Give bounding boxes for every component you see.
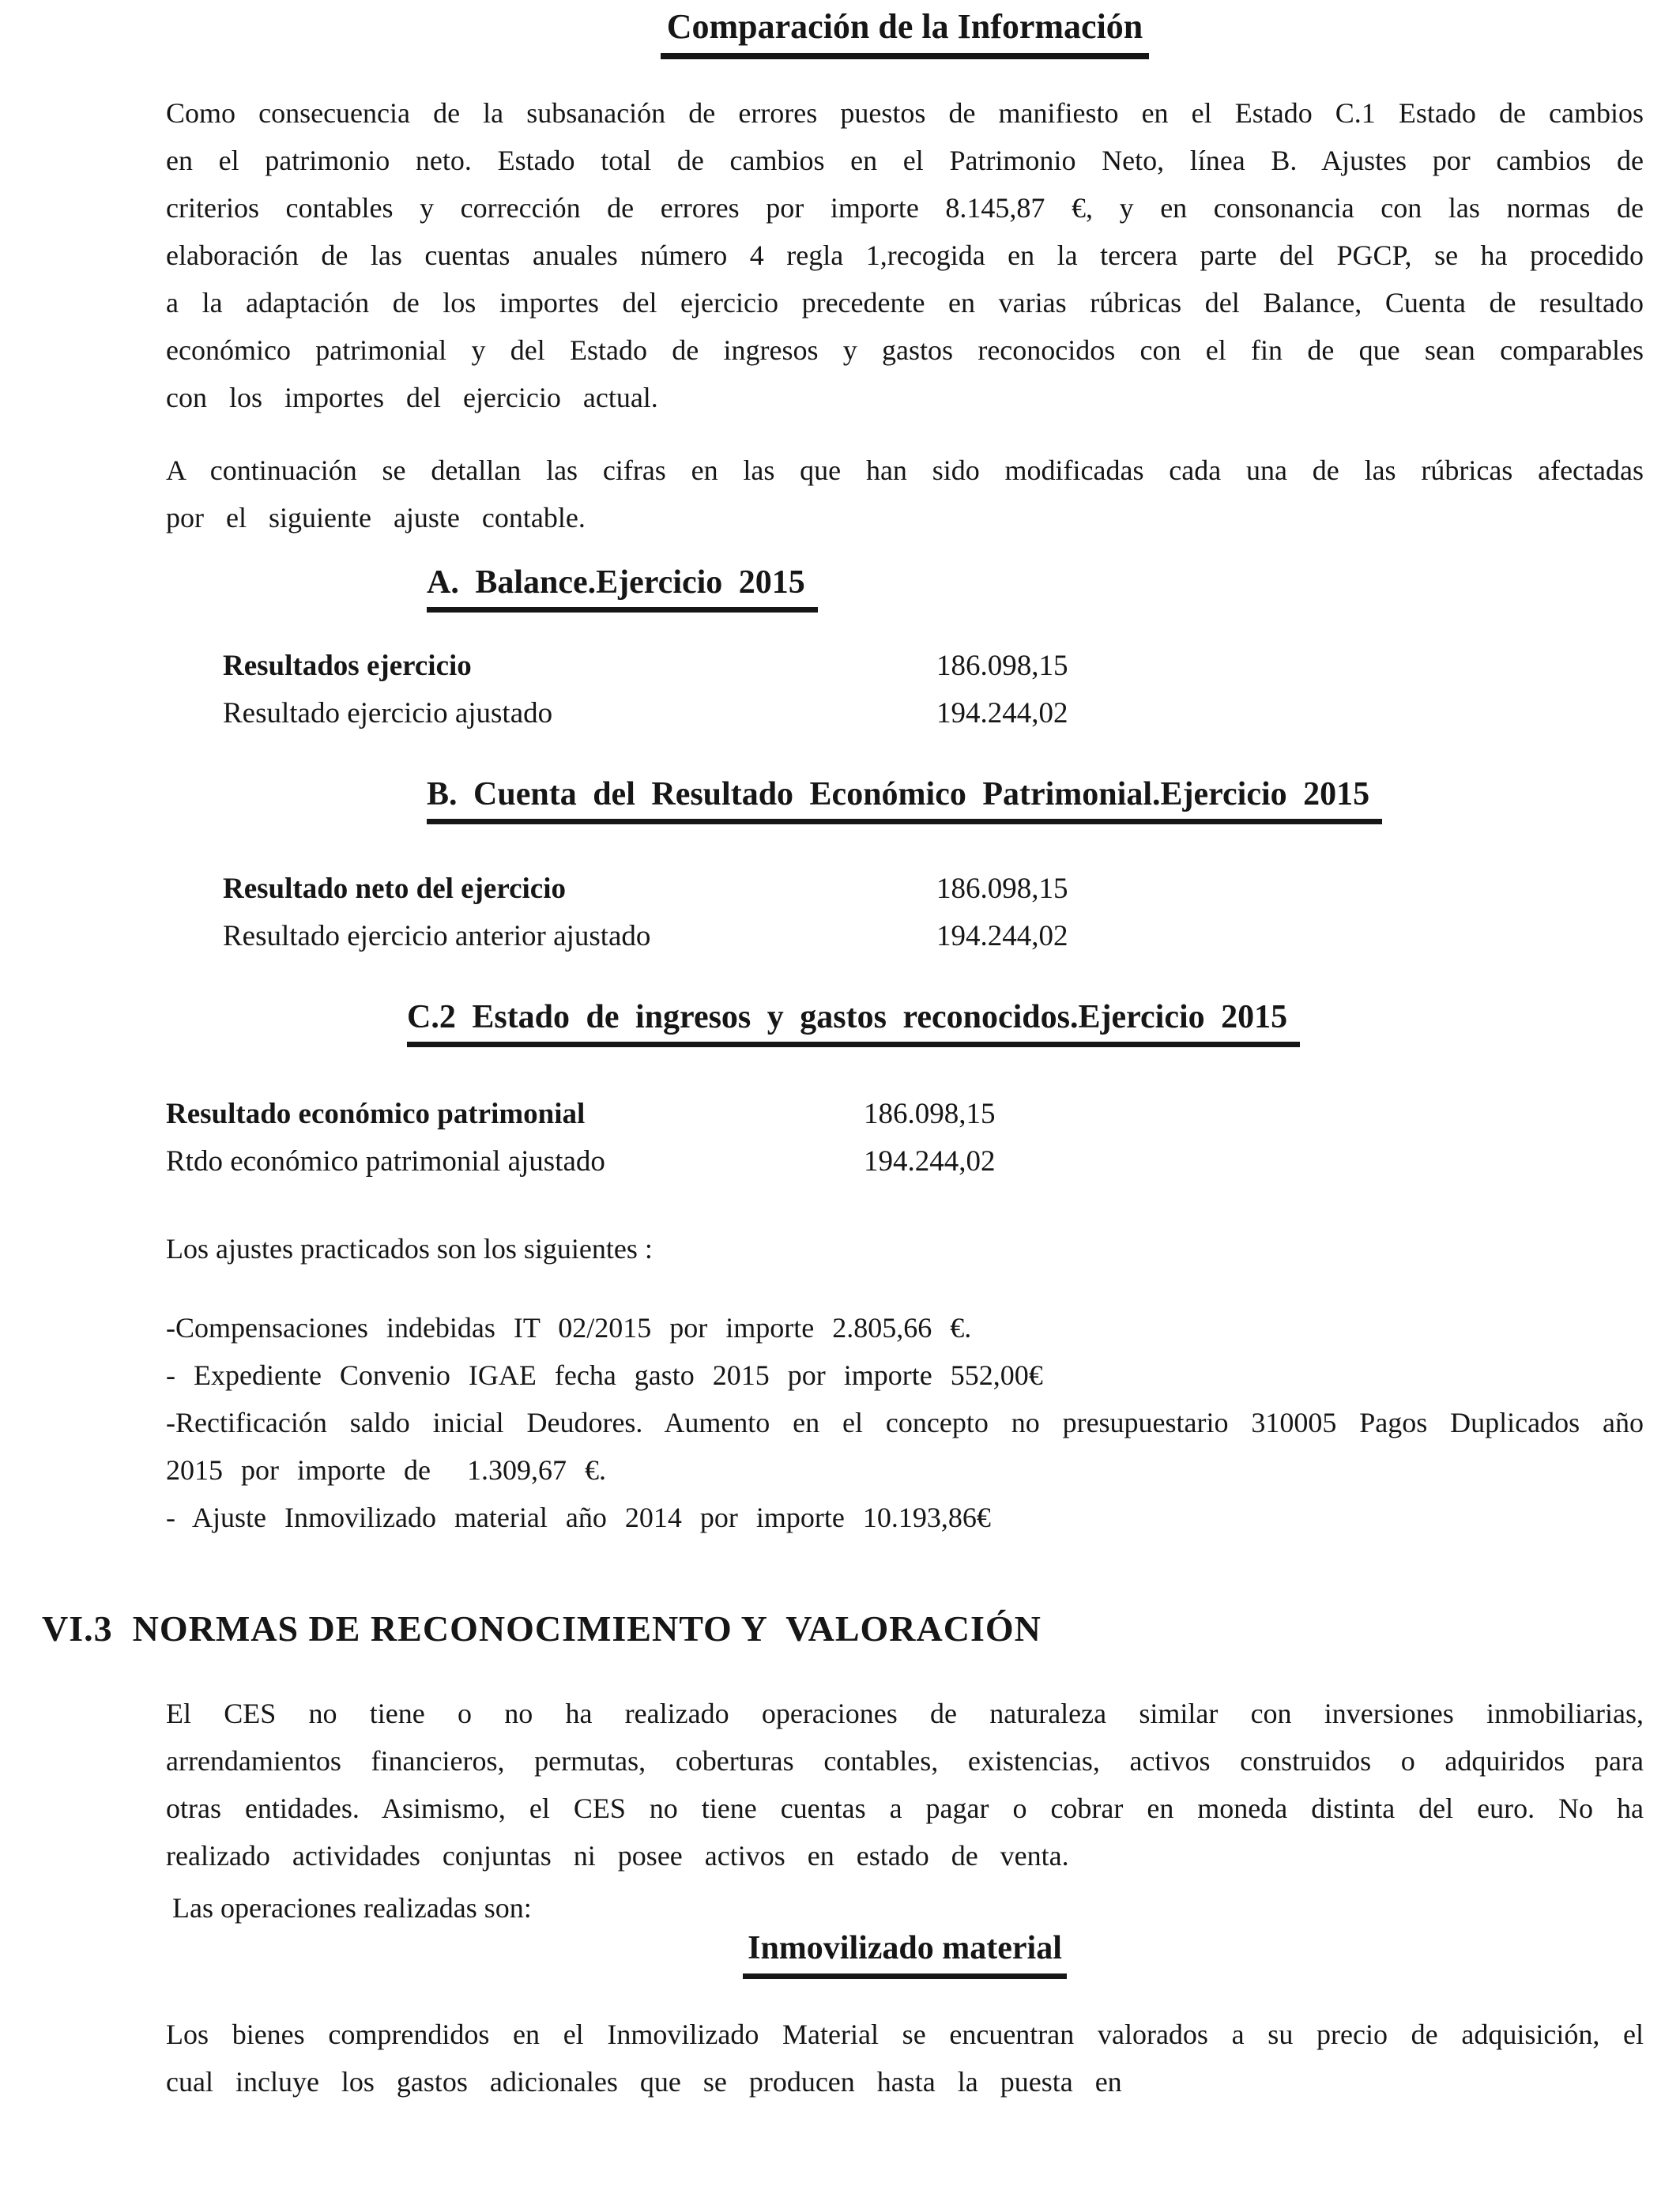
section-heading-ingresos-gastos-text: C.2 Estado de ingresos y gastos reconocidos.Ejercicio 2015 bbox=[407, 998, 1300, 1047]
normas-heading: VI.3 NORMAS DE RECONOCIMIENTO Y VALORACIÓN bbox=[42, 1608, 1042, 1649]
section-heading-cuenta-resultado bbox=[427, 775, 1644, 824]
section-heading-balance bbox=[427, 564, 1644, 613]
section-heading-balance-text: A. Balance.Ejercicio 2015 bbox=[427, 564, 818, 613]
section-cuenta-resultado bbox=[166, 775, 1644, 960]
list-item: - Ajuste Inmovilizado material año 2014 por importe 10.193,86€ bbox=[166, 1502, 991, 1533]
page-title bbox=[166, 0, 1644, 59]
row-value: 194.244,02 bbox=[936, 920, 1068, 952]
row-label: Resultado neto del ejercicio bbox=[223, 873, 566, 905]
page-title-text: Comparación de la Información bbox=[661, 6, 1150, 59]
table-row bbox=[166, 690, 1644, 737]
list-item: -Rectificación saldo inicial Deudores. Aumento en el concepto no presupuestario 310005 Pagos Duplicados año 2015 por importe de 1.309,67 €. bbox=[166, 1407, 1662, 1486]
operaciones-line: Las operaciones realizadas son: bbox=[172, 1892, 532, 1924]
inmovilizado-heading-text: Inmovilizado material bbox=[743, 1928, 1067, 1979]
row-value: 186.098,15 bbox=[936, 650, 1068, 682]
ajustes-list bbox=[166, 1304, 1662, 1541]
section-heading-ingresos-gastos bbox=[407, 998, 1644, 1047]
row-value: 186.098,15 bbox=[864, 1098, 996, 1130]
section-estado-ingresos-gastos bbox=[166, 998, 1644, 1186]
paragraph-comparacion-intro: Como consecuencia de la subsanación de errores puestos de manifiesto en el Estado C.1 Estado de cambios en el patrimonio neto. Estado total de cambios en el Patrimonio Neto, línea B. Ajustes por cambios de criterios contables y corrección de errores por importe 8.145,87 €, y en consonancia con las normas de elaboración de las cuentas anuales número 4 regla 1,recogida en la tercera parte del PGCP, se ha procedido a la adaptación de los importes del ejercicio precedente en varias rúbricas del Balance, Cuenta de resultado económico patrimonial y del Estado de ingresos y gastos reconocidos con el fin de que sean comparables con los importes del ejercicio actual. bbox=[166, 97, 1644, 413]
row-value: 194.244,02 bbox=[936, 697, 1068, 729]
paragraph-inmovilizado-bienes: Los bienes comprendidos en el Inmovilizado Material se encuentran valorados a su precio de adquisición, el cual incluye los gastos adicionales que se producen hasta la puesta en bbox=[166, 2019, 1644, 2098]
cuenta-resultado-rows bbox=[166, 865, 1644, 960]
table-row bbox=[166, 865, 1644, 913]
section-balance-2015 bbox=[166, 564, 1644, 737]
row-value: 186.098,15 bbox=[936, 873, 1068, 905]
row-label: Rtdo económico patrimonial ajustado bbox=[166, 1145, 605, 1178]
ingresos-gastos-rows bbox=[166, 1091, 1644, 1186]
row-label: Resultado ejercicio ajustado bbox=[223, 697, 553, 729]
list-item: -Compensaciones indebidas IT 02/2015 por importe 2.805,66 €. bbox=[166, 1312, 972, 1344]
document-content bbox=[42, 0, 1662, 2105]
table-row bbox=[166, 643, 1644, 690]
inmovilizado-heading bbox=[166, 1928, 1644, 1979]
ajustes-intro: Los ajustes practicados son los siguientes : bbox=[166, 1233, 653, 1265]
section-heading-cuenta-resultado-text: B. Cuenta del Resultado Económico Patrimonial.Ejercicio 2015 bbox=[427, 775, 1382, 824]
balance-rows bbox=[166, 643, 1644, 737]
paragraph-ces-operaciones: El CES no tiene o no ha realizado operaciones de naturaleza similar con inversiones inmobiliarias, arrendamientos financieros, permutas, coberturas contables, existencias, activos construidos o adquiridos para otras entidades. Asimismo, el CES no tiene cuentas a pagar o cobrar en moneda distinta del euro. No ha realizado actividades conjuntas ni posee activos en estado de venta. bbox=[166, 1698, 1644, 1872]
table-row bbox=[166, 1138, 1644, 1186]
row-label: Resultado ejercicio anterior ajustado bbox=[223, 920, 651, 952]
paragraph-ajuste-detalle: A continuación se detallan las cifras en las que han sido modificadas cada una de las rúbricas afectadas por el siguiente ajuste contable. bbox=[166, 454, 1644, 533]
table-row bbox=[166, 1091, 1644, 1138]
row-value: 194.244,02 bbox=[864, 1145, 996, 1178]
row-label: Resultado económico patrimonial bbox=[166, 1098, 586, 1130]
list-item: - Expediente Convenio IGAE fecha gasto 2015 por importe 552,00€ bbox=[166, 1359, 1043, 1391]
table-row bbox=[166, 913, 1644, 960]
row-label: Resultados ejercicio bbox=[223, 650, 472, 682]
